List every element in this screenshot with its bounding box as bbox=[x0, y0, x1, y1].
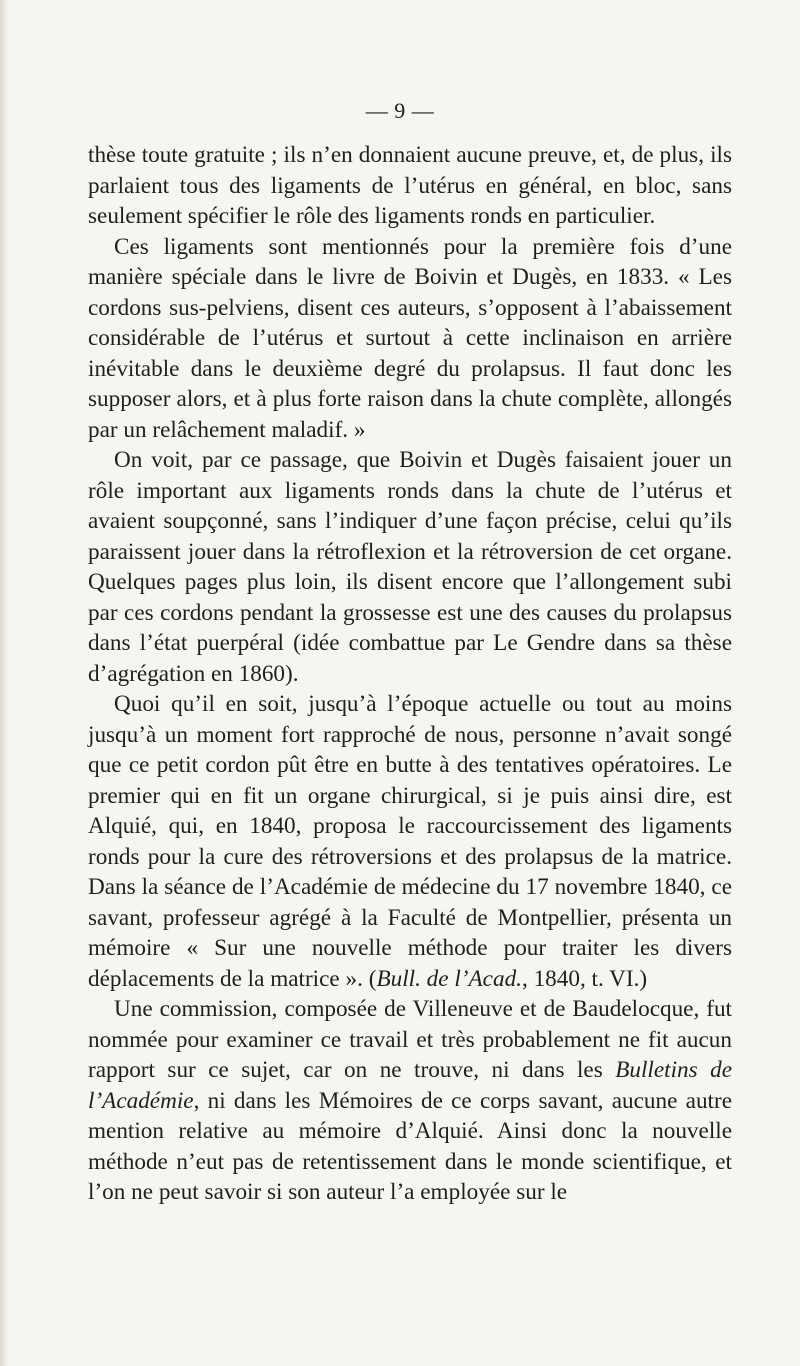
paragraph-4-main-text: Quoi qu’il en soit, jusqu’à l’époque actuelle ou tout au moins jusqu’à un moment fort rapproché de nous, personne n’avait songé que ce petit cordon pût être en butte à des tentatives opératoires. Le premier qui en fit un organe chirurgical, si je puis ainsi dire, est Alquié, qui, en 1840, proposa le raccourcissement des ligaments ronds pour la cure des rétroversions et des prolapsus de la matrice. Dans la séance de l’Académie de médecine du 17 novembre 1840, ce savant, professeur agrégé à la Faculté de Montpellier, présenta un mémoire « Sur une nouvelle méthode pour traiter les divers déplacements de la matrice ». bbox=[88, 691, 732, 992]
paragraph-1: thèse toute gratuite ; ils n’en donnaient aucune preuve, et, de plus, ils parlaient tous des ligaments de l’utérus en général, en bloc, sans seulement spécifier le rôle des ligaments ronds en particulier. bbox=[88, 142, 732, 229]
page-number: — 9 — bbox=[365, 98, 435, 123]
paragraph-2: Ces ligaments sont mentionnés pour la première fois d’une manière spéciale dans le livre de Boivin et Dugès, en 1833. « Les cordons sus-pelviens, disent ces auteurs, s’opposent à l’abaissement considérable de l’utérus et surtout à cette inclinaison en arrière inévitable dans le deuxième degré du prolapsus. Il faut donc les supposer alors, et à plus forte raison dans la chute complète, allongés par un relâchement maladif. » bbox=[88, 233, 732, 443]
citation-details: , 1840, t. VI.) bbox=[521, 965, 648, 992]
citation-title: Bull. de l’Acad. bbox=[376, 965, 522, 992]
citation-open-paren: ( bbox=[368, 965, 377, 992]
paragraph-5-text-before: Une commission, composée de Villeneuve et de Baudelocque, fut nommée pour examiner ce travail et très probablement ne fit aucun rapport sur ce sujet, car on ne trouve, ni dans les bbox=[88, 996, 732, 1083]
page-body-text bbox=[88, 140, 732, 1208]
paragraph-4 bbox=[88, 689, 732, 994]
bulletins-title: Bulletins de l’Académie bbox=[88, 1057, 732, 1114]
paragraph-5 bbox=[88, 994, 732, 1208]
paragraph-3: On voit, par ce passage, que Boivin et Dugès faisaient jouer un rôle important aux ligaments ronds dans la chute de l’utérus et avaient soupçonné, sans l’indiquer d’une façon précise, celui qu’ils paraissent jouer dans la rétroflexion et la rétroversion de cet organe. Quelques pages plus loin, ils disent encore que l’allongement subi par ces cordons pendant la grossesse est une des causes du prolapsus dans l’état puerpéral (idée combattue par Le Gendre dans sa thèse d’agrégation en 1860). bbox=[88, 447, 732, 687]
paragraph-5-text-after: , ni dans les Mémoires de ce corps savant, aucune autre mention relative au mémoire d’Alquié. Ainsi donc la nouvelle méthode n’eut pas de retentissement dans le monde scientifique, et l’on ne peut savoir si son auteur l’a employée sur le bbox=[88, 1087, 732, 1205]
